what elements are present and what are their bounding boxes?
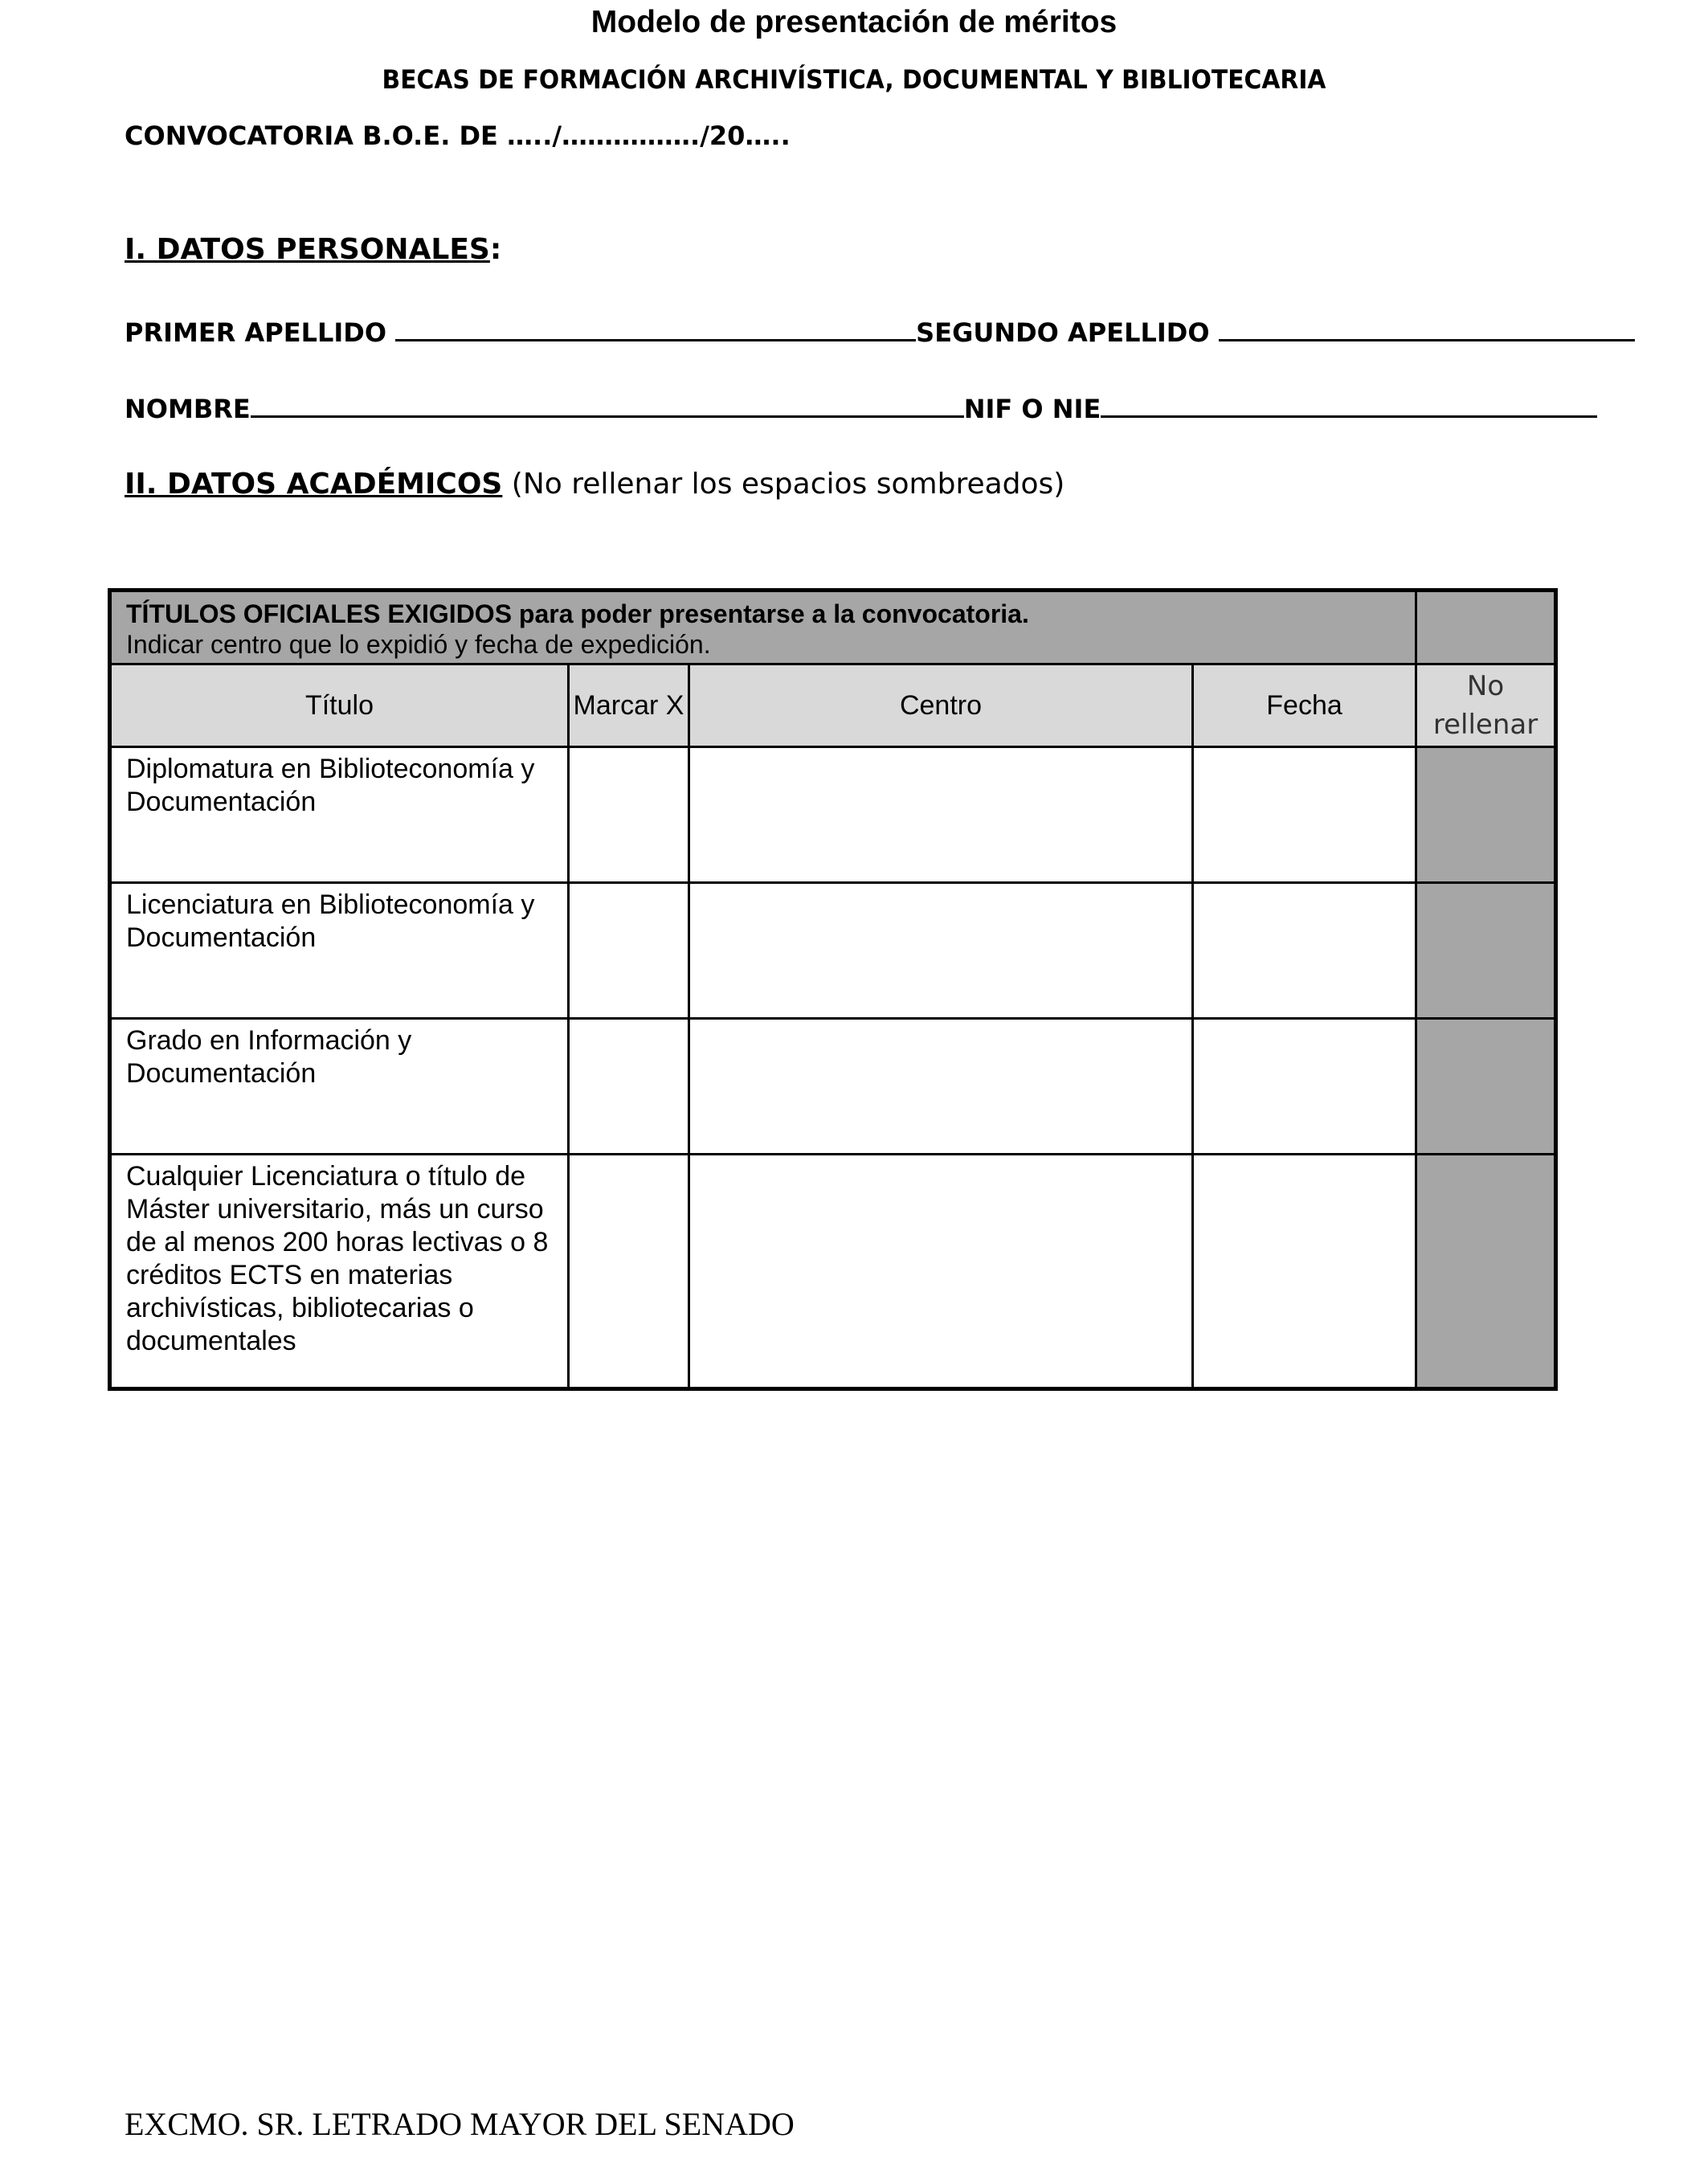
name-field[interactable]	[251, 391, 964, 418]
column-header-titulo: Título	[110, 664, 569, 747]
first-surname-label: PRIMER APELLIDO	[125, 317, 387, 348]
nif-field[interactable]	[1101, 391, 1597, 418]
shaded-cell	[1416, 747, 1556, 883]
section-personal-data-label: I. DATOS PERSONALES	[125, 233, 490, 266]
fecha-cell[interactable]	[1193, 883, 1416, 1019]
table-row	[110, 883, 1556, 1019]
section-academic-data-heading	[125, 468, 1064, 501]
degrees-table	[108, 588, 1558, 1391]
first-surname-field[interactable]	[395, 315, 916, 341]
shaded-header-cell	[1416, 591, 1556, 664]
section-personal-data-colon: :	[489, 233, 502, 266]
document-title: Modelo de presentación de méritos	[590, 5, 1118, 39]
fecha-cell[interactable]	[1193, 1019, 1416, 1155]
nif-label: NIF O NIE	[963, 394, 1101, 424]
surnames-row	[125, 315, 1595, 348]
convocatoria-line: CONVOCATORIA B.O.E. DE …../……………./20…..	[125, 121, 791, 151]
fecha-cell[interactable]	[1193, 747, 1416, 883]
fecha-cell[interactable]	[1193, 1155, 1416, 1389]
column-header-fecha: Fecha	[1193, 664, 1416, 747]
mark-x-cell[interactable]	[569, 883, 689, 1019]
shaded-cell	[1416, 883, 1556, 1019]
shaded-cell	[1416, 1155, 1556, 1389]
second-surname-field[interactable]	[1219, 315, 1635, 341]
section-academic-data-label: II. DATOS ACADÉMICOS	[125, 468, 503, 501]
column-header-centro: Centro	[689, 664, 1193, 747]
shaded-cell	[1416, 1019, 1556, 1155]
second-surname-label: SEGUNDO APELLIDO	[916, 317, 1210, 348]
name-row	[125, 391, 1595, 424]
table-row	[110, 747, 1556, 883]
table-main-header	[110, 591, 1416, 664]
centro-cell[interactable]	[689, 747, 1193, 883]
mark-x-cell[interactable]	[569, 747, 689, 883]
table-header-title: TÍTULOS OFICIALES EXIGIDOS para poder presentarse a la convocatoria.	[126, 599, 1029, 628]
document-subtitle: BECAS DE FORMACIÓN ARCHIVÍSTICA, DOCUMENTAL Y BIBLIOTECARIA	[382, 64, 1326, 95]
degree-title-cell: Grado en Información y Documentación	[110, 1019, 569, 1155]
table-header-note: Indicar centro que lo expidió y fecha de expedición.	[126, 630, 711, 659]
centro-cell[interactable]	[689, 883, 1193, 1019]
table-row	[110, 1155, 1556, 1389]
degree-title-cell: Cualquier Licenciatura o título de Máster universitario, más un curso de al menos 200 horas lectivas o 8 créditos ECTS en materias archivísticas, bibliotecarias o documentales	[110, 1155, 569, 1389]
section-academic-data-note: (No rellenar los espacios sombreados)	[502, 468, 1065, 501]
degree-title-cell: Diplomatura en Biblioteconomía y Documentación	[110, 747, 569, 883]
column-header-no-rellenar: No rellenar	[1416, 664, 1556, 747]
column-header-marcar: Marcar X	[569, 664, 689, 747]
mark-x-cell[interactable]	[569, 1155, 689, 1389]
centro-cell[interactable]	[689, 1019, 1193, 1155]
table-row	[110, 1019, 1556, 1155]
degree-title-cell: Licenciatura en Biblioteconomía y Documentación	[110, 883, 569, 1019]
section-personal-data-heading	[125, 233, 501, 266]
name-label: NOMBRE	[125, 394, 251, 424]
mark-x-cell[interactable]	[569, 1019, 689, 1155]
centro-cell[interactable]	[689, 1155, 1193, 1389]
footer-addressee: EXCMO. SR. LETRADO MAYOR DEL SENADO	[125, 2106, 795, 2142]
